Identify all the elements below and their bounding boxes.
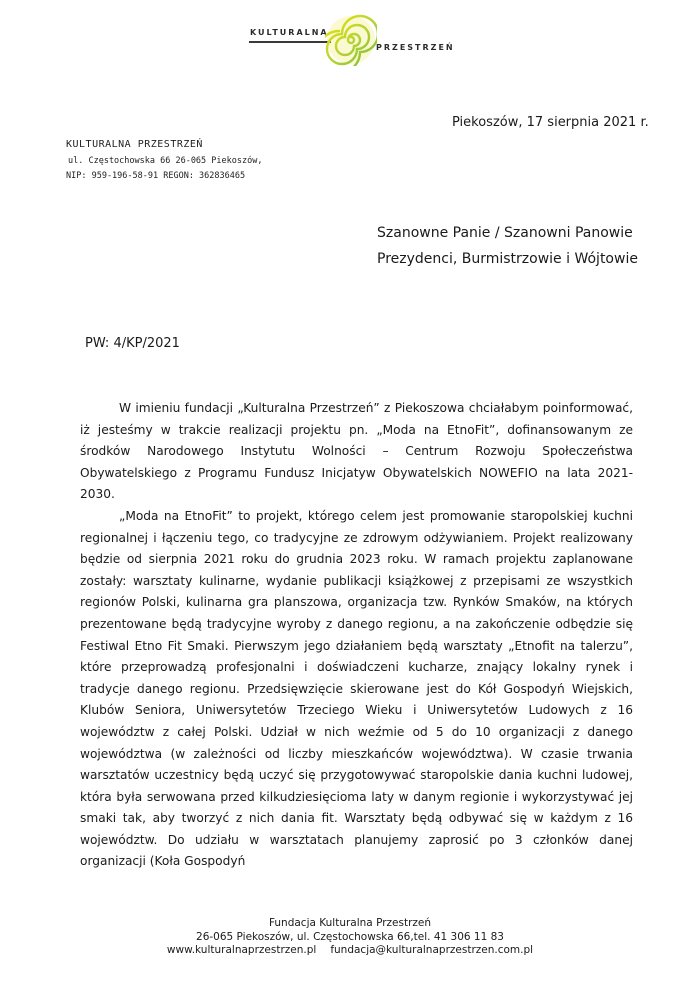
logo-text-top: KULTURALNA [250,28,329,37]
addressee-block [377,220,638,272]
sender-ids: NIP: 959-196-58-91 REGON: 362836465 [66,171,246,181]
footer-contact [0,944,700,958]
footer-website-link[interactable]: www.kulturalnaprzestrzen.pl [166,944,317,956]
footer-email-link[interactable]: fundacja@kulturalnaprzestrzen.com.pl [330,944,534,956]
sender-block [58,139,262,181]
body-paragraph-1: W imieniu fundacji „Kulturalna Przestrzeń” z Piekoszowa chciałabym poinformować, iż jesteśmy w trakcie realizacji projektu pn. „Moda na EtnoFit”, dofinansowanym ze środków Narodowego Instytutu Wolności – Centrum Rozwoju Społeczeństwa Obywatelskiego z Programu Fundusz Inicjatyw Obywatelskich NOWEFIO na lata 2021-2030. [80,401,633,502]
spiral-logo-icon [325,14,377,66]
footer-address: 26-065 Piekoszów, ul. Częstochowska 66,tel. 41 306 11 83 [196,930,504,943]
sender-address: ul. Częstochowska 66 26-065 Piekoszów, [68,156,263,166]
letter-body [80,398,633,873]
letter-footer [0,917,700,958]
addressee-line-2: Prezydenci, Burmistrzowie i Wójtowie [377,251,638,267]
reference-number: PW: 4/KP/2021 [85,336,180,351]
letter-date: Piekoszów, 17 sierpnia 2021 r. [452,115,649,130]
logo-text-bottom: PRZESTRZEŃ [376,43,455,52]
body-paragraph-2: „Moda na EtnoFit” to projekt, którego celem jest promowanie staropolskiej kuchni regionalnej i łączeniu tego, co tradycyjne ze zdrowym odżywianiem. Projekt realizowany będzie od sierpnia 2021 roku do grudnia 2023 roku. W ramach projektu zaplanowane zostały: warsztaty kulinarne, wydanie publikacji książkowej z przepisami ze wszystkich regionów Polski, kulinarna gra planszowa, organizacja tzw. Rynków Smaków, na których prezentowane będą tradycyjne wyroby z danego regionu, a na zakończenie odbędzie się Festiwal Etno Fit Smaki. Pierwszym jego działaniem będą warsztaty „Etnofit na talerzu”, które przeprowadzą profesjonalni i doświadczeni kucharze, znający lokalny rynek i tradycje danego regionu. Przedsięwzięcie skierowane jest do Kół Gospodyń Wiejskich, Klubów Seniora, Uniwersytetów Trzeciego Wieku i Uniwersytetów Ludowych z 16 województw z całej Polski. Udział w nich weźmie od 5 do 10 organizacji z danego województwa (w zależności od liczby mieszkańców województwa). W czasie trwania warsztatów uczestnicy będą uczyć się przygotowywać staropolskie dania kuchni ludowej, która była serwowana przed kilkudziesięcioma laty w danym regionie i wykorzystywać jej smaki tak, aby tworzyć z nich dania fit. Warsztaty będą odbywać się w każdym z 16 województw. Do udziału w warsztatach planujemy zaprosić po 3 członków danej organizacji (Koła Gospodyń [80,508,633,869]
logo-underline [249,41,331,43]
sender-name: KULTURALNA PRZESTRZEŃ [66,139,203,150]
footer-org-name: Fundacja Kulturalna Przestrzeń [268,917,432,929]
addressee-line-1: Szanowne Panie / Szanowni Panowie [377,225,633,241]
